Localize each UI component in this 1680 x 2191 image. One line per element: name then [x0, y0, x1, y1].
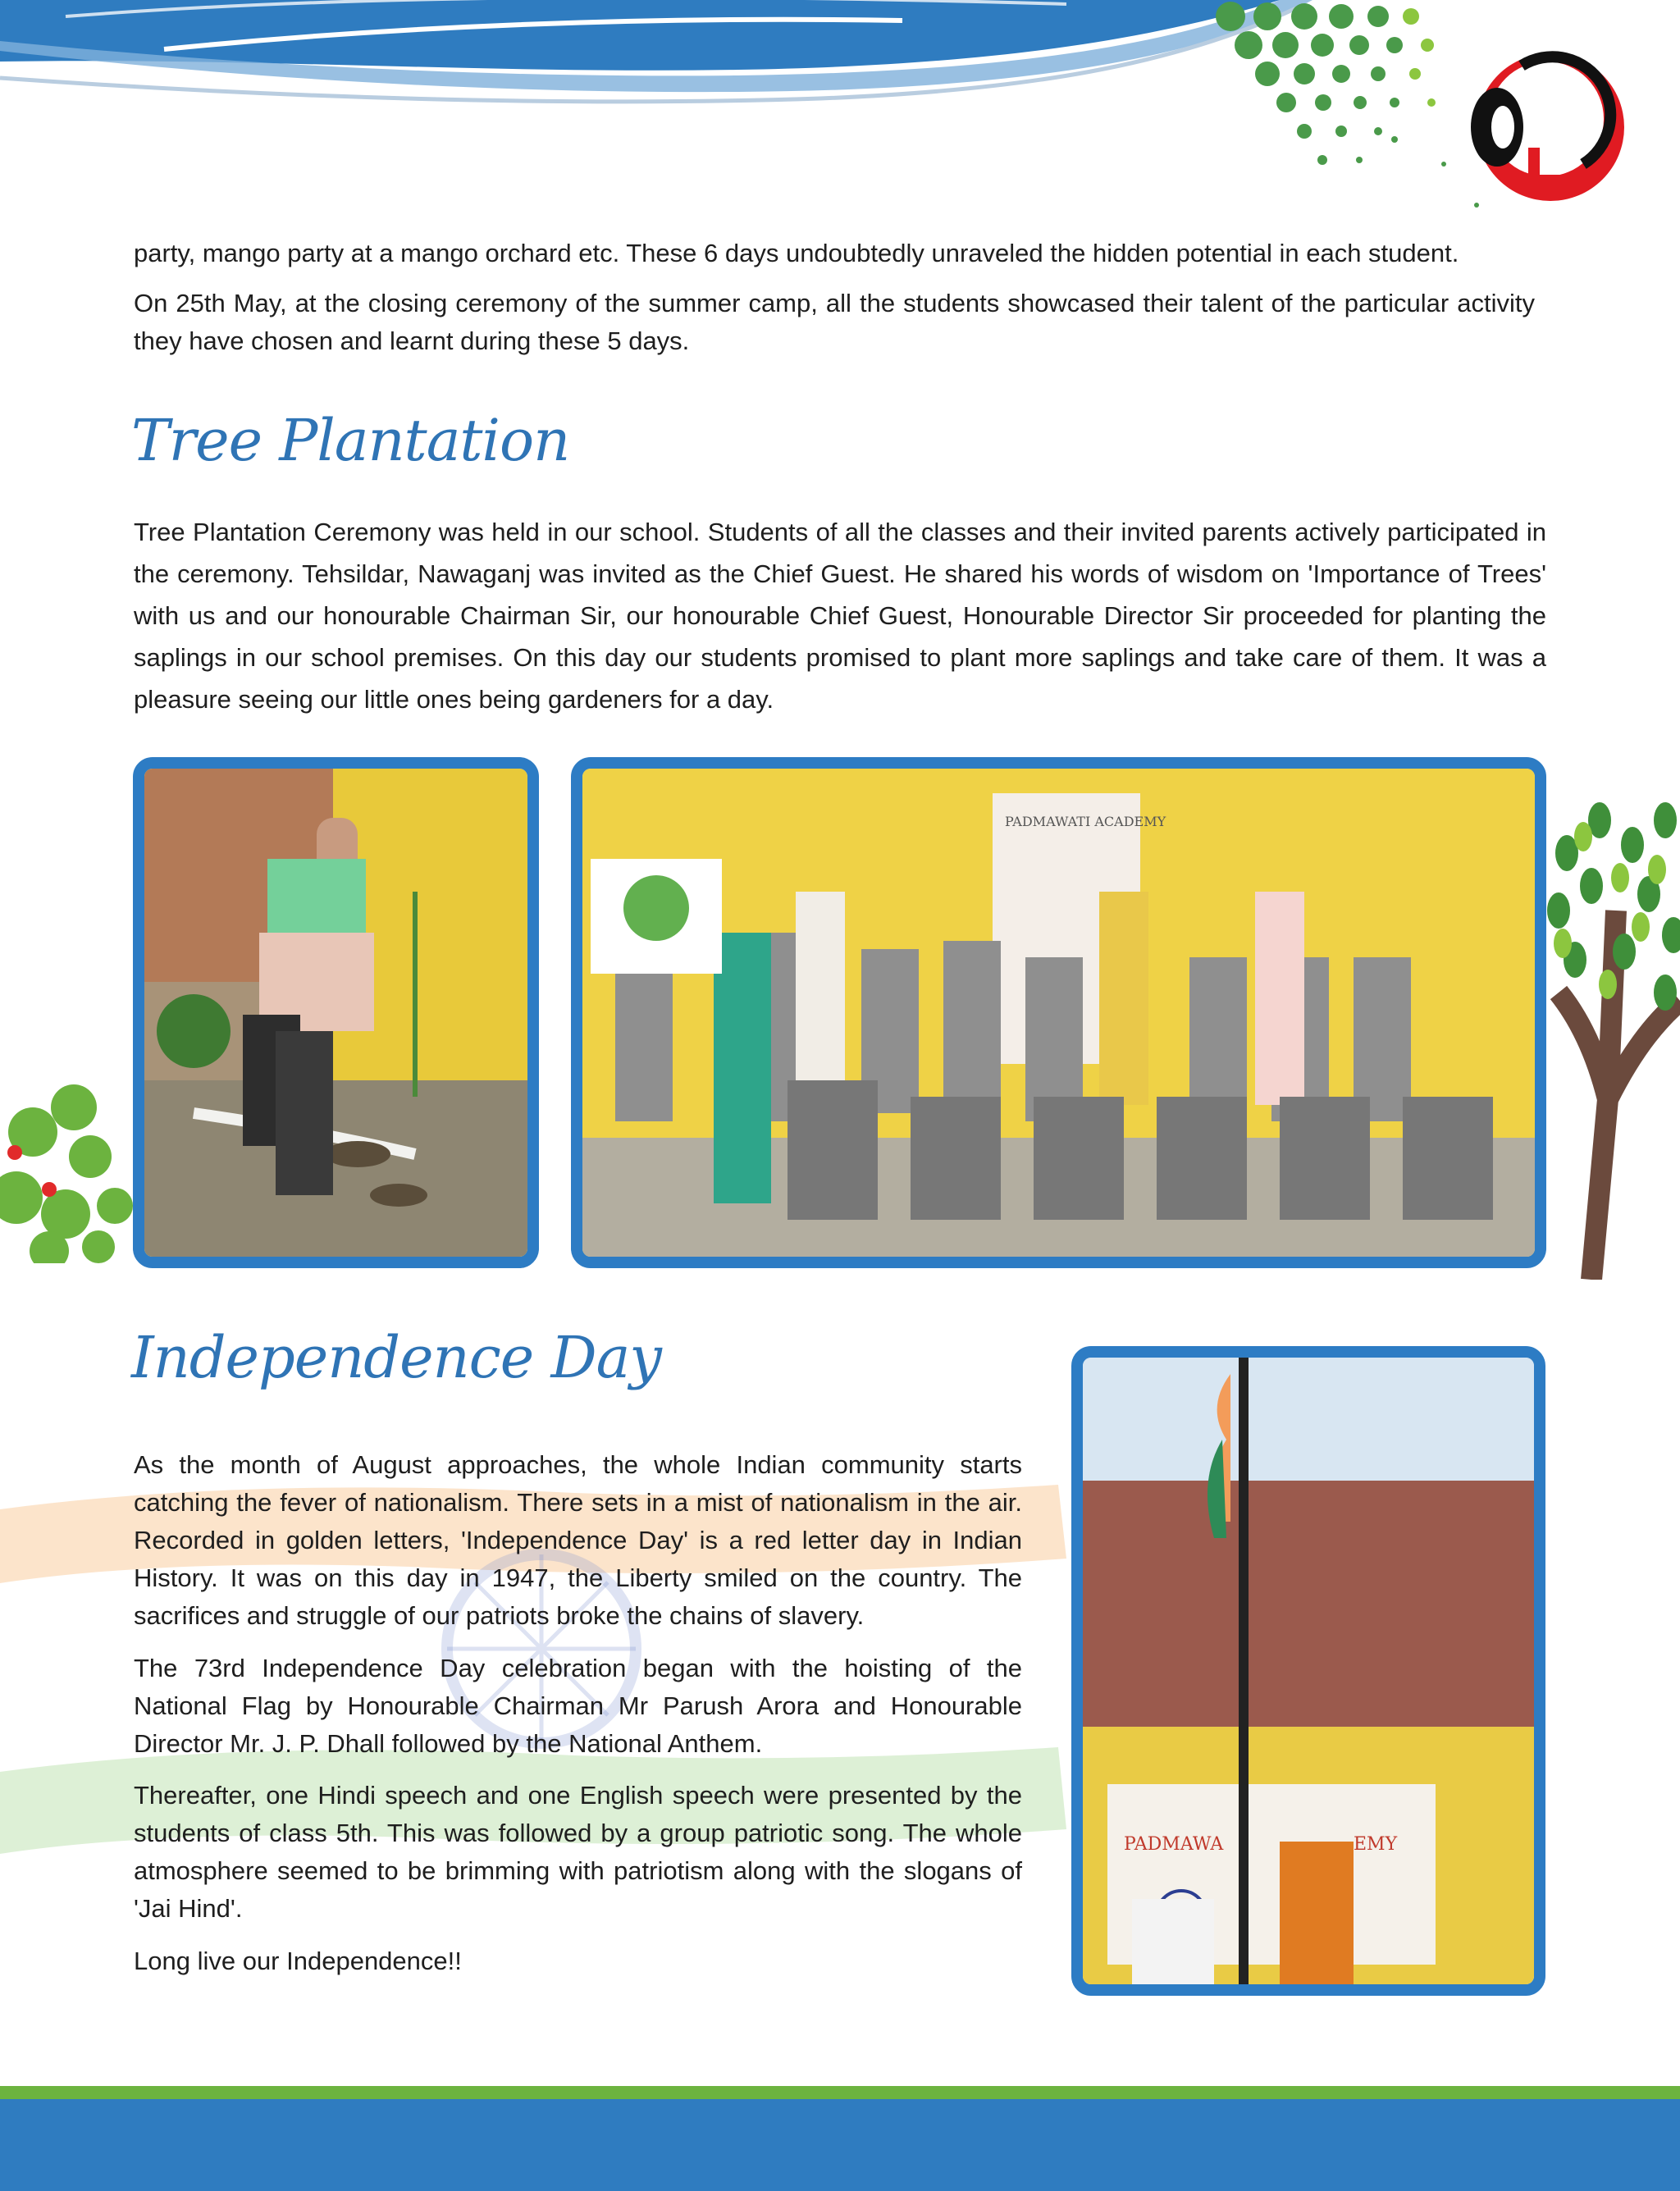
group-photo-banner-text: PADMAWATI ACADEMY: [1005, 814, 1166, 829]
leaf-cluster-icon: [0, 1075, 139, 1263]
independence-para-1: As the month of August approaches, the whole Indian community starts catching the fever of nationalism. There sets in a mist of nationalism in the air. Recorded in golden letters, 'Independence Day' is a red letter day in Indian History. It was on this day in 1947, the Liberty smiled on the country. The sacrifices and struggle of our patriots broke the chains of slavery.: [134, 1450, 1022, 1630]
flag-photo-banner-left: PADMAWA: [1124, 1834, 1224, 1855]
brand-logo-icon: [1444, 33, 1641, 230]
header-wave-decoration: [0, 0, 1680, 238]
tree-planting-photo-1: [133, 757, 539, 1268]
tree-icon: [1542, 787, 1680, 1280]
intro-line-2: On 25th May, at the closing ceremony of the summer camp, all the students showcased their talent of the particular activity they have chosen and learnt during these 5 days.: [134, 289, 1535, 355]
footer-blue-band: [0, 2099, 1680, 2191]
independence-para-4: Long live our Independence!!: [134, 1947, 462, 1975]
tree-planting-group-photo: [571, 757, 1546, 1268]
independence-day-heading: Independence Day: [131, 1324, 661, 1391]
independence-para-3: Thereafter, one Hindi speech and one English speech were presented by the students of class 5th. This was followed by a group patriotic song. The whole atmosphere seemed to be brimming with patriotism along with the slogans of 'Jai Hind'.: [134, 1781, 1022, 1923]
tree-plantation-heading: Tree Plantation: [131, 407, 570, 474]
independence-para-2: The 73rd Independence Day celebration began with the hoisting of the National Flag by Honourable Chairman Mr Parush Arora and Honourable Director Mr. J. P. Dhall followed by the National Anthem.: [134, 1654, 1022, 1758]
flag-photo-banner-right: EMY: [1354, 1834, 1398, 1855]
intro-line-1: party, mango party at a mango orchard etc. These 6 days undoubtedly unraveled the hidden potential in each student.: [134, 239, 1459, 267]
flag-hoisting-photo: [1071, 1346, 1545, 1996]
tree-plantation-body: Tree Plantation Ceremony was held in our school. Students of all the classes and their invited parents actively participated in the ceremony. Tehsildar, Nawaganj was invited as the Chief Guest. He shared his words of wisdom on 'Importance of Trees' with us and our honourable Chairman Sir, our honourable Chief Guest, Honourable Director Sir proceeded for planting the saplings in our school premises. On this day our students promised to plant more saplings and take care of them. It was a pleasure seeing our little ones being gardeners for a day.: [134, 518, 1546, 714]
footer-green-stripe: [0, 2086, 1680, 2099]
